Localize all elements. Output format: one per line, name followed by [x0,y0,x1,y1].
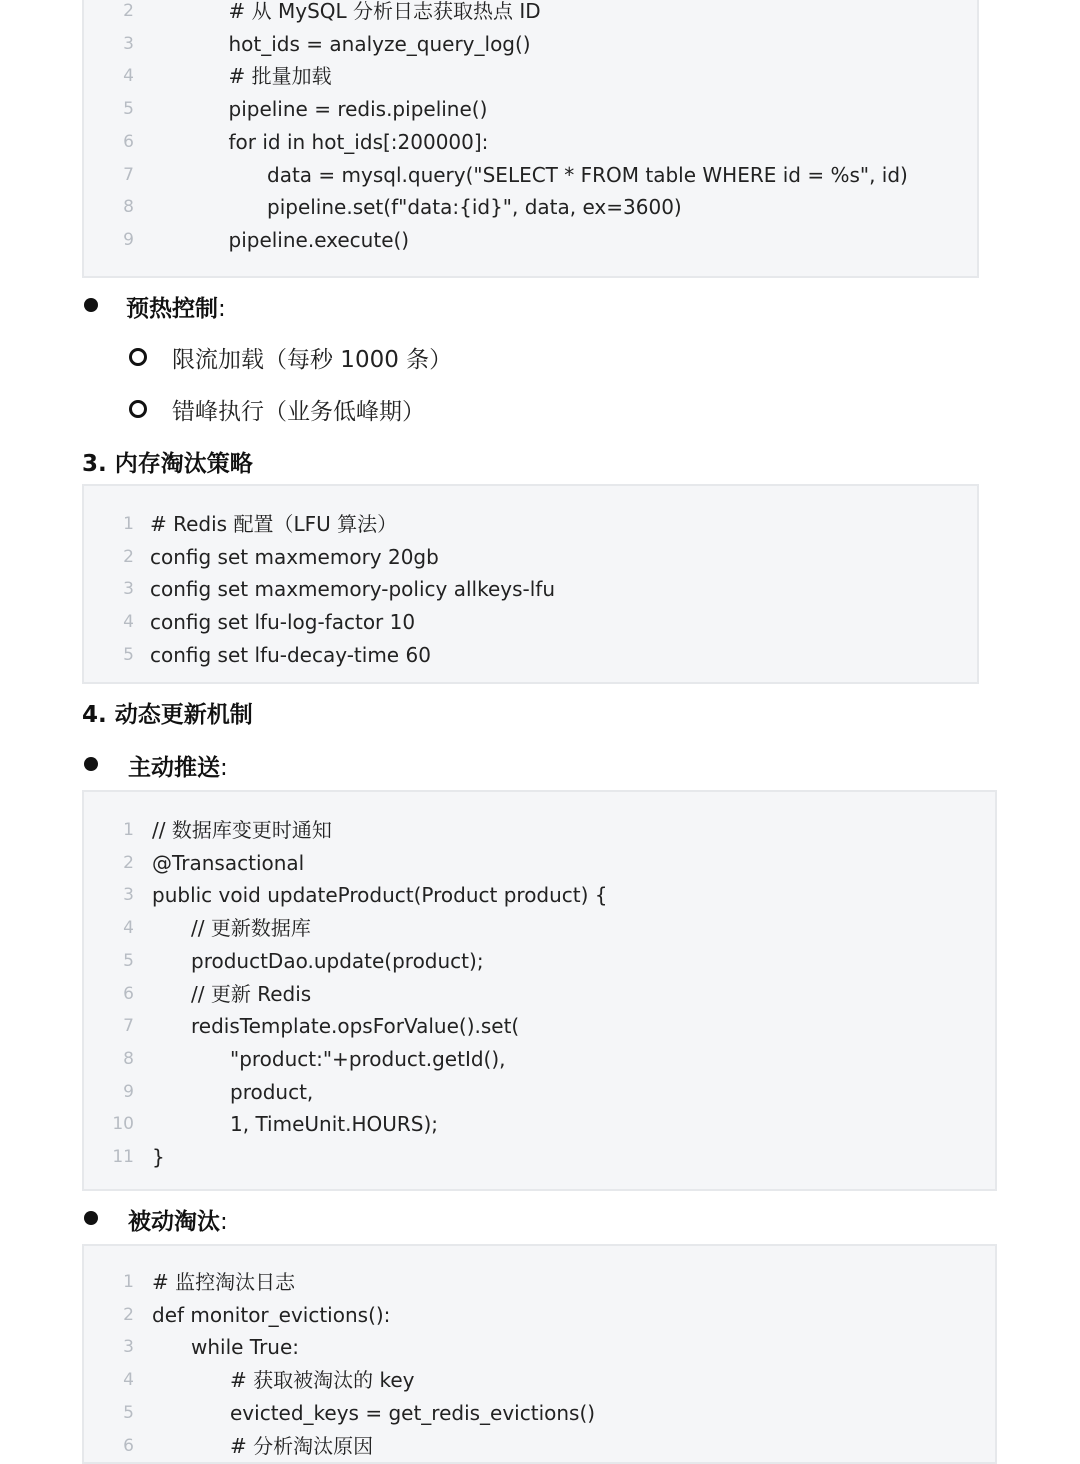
code-line [84,639,977,672]
code-line [84,1364,995,1397]
code-text: config set lfu-log-factor 10 [150,610,416,635]
active-push-heading: 主动推送: [128,755,228,781]
code-line [84,28,977,61]
code-text: product, [230,1079,314,1104]
line-number: 6 [123,131,134,152]
ring-bullet-icon [129,400,147,418]
line-number: 7 [123,164,134,185]
code-line [84,606,977,639]
passive-eviction-heading: 被动淘汰: [128,1209,228,1235]
line-number: 3 [123,885,134,906]
code-text: config set maxmemory-policy allkeys-lfu [150,577,556,602]
code-text: # Redis 配置（LFU 算法） [150,512,398,536]
code-line [84,573,977,606]
code-text: # 批量加载 [228,64,332,89]
code-text: pipeline.set(f"data:{id}", data, ex=3600) [267,195,682,220]
line-number: 11 [112,1147,134,1167]
code-line [84,1141,995,1174]
code-line [84,1076,995,1109]
code-block-redis-config [82,484,979,684]
line-number: 2 [123,1304,134,1325]
code-text: while True: [191,1335,300,1360]
bullet-icon [84,298,98,312]
line-number: 4 [123,918,134,939]
line-number: 7 [123,1016,134,1037]
code-text: @Transactional [152,850,305,875]
code-line [84,126,977,159]
code-text: public void updateProduct(Product product) { [152,883,608,908]
code-line [84,814,995,847]
preheat-control-heading: 预热控制: [126,296,226,322]
line-number: 3 [123,579,134,600]
line-number: 5 [123,1402,134,1423]
code-line [84,541,977,574]
line-number: 4 [123,66,134,87]
code-text: "product:"+product.getId(), [230,1046,506,1071]
code-text: # 从 MySQL 分析日志获取热点 ID [228,0,541,23]
code-line [84,1299,995,1332]
code-line [84,847,995,880]
code-text: pipeline = redis.pipeline() [228,97,488,122]
code-line [84,159,977,192]
bullet-icon [84,1211,98,1225]
line-number: 2 [123,546,134,567]
bullet-icon [84,757,98,771]
code-line [84,1266,995,1299]
code-line [84,508,977,541]
code-text: config set lfu-decay-time 60 [150,642,431,667]
code-text: // 更新 Redis [191,981,312,1006]
code-line [84,60,977,93]
section-heading-dynamic-update: 4. 动态更新机制 [82,702,253,728]
line-number: 5 [123,99,134,120]
code-text: evicted_keys = get_redis_evictions() [230,1400,596,1425]
preheat-item-off-peak: 错峰执行（业务低峰期） [172,399,425,425]
line-number: 6 [123,983,134,1004]
line-number: 5 [123,950,134,971]
code-block-hot-preload [82,0,979,278]
code-text: } [152,1145,165,1169]
code-text: for id in hot_ids[:200000]: [228,129,489,154]
code-text: // 数据库变更时通知 [152,818,332,842]
code-text: def monitor_evictions(): [152,1302,391,1327]
code-line [84,978,995,1011]
code-line [84,1010,995,1043]
line-number: 2 [123,852,134,873]
code-text: // 更新数据库 [191,916,311,941]
code-text: hot_ids = analyze_query_log() [228,31,531,56]
code-line [84,912,995,945]
line-number: 1 [123,820,134,840]
code-line [84,191,977,224]
line-number: 3 [123,33,134,54]
code-text: 1, TimeUnit.HOURS); [230,1112,439,1137]
line-number: 8 [123,1048,134,1069]
code-text: config set maxmemory 20gb [150,544,439,569]
code-line [84,1043,995,1076]
code-line [84,945,995,978]
line-number: 1 [123,514,134,534]
code-text: pipeline.execute() [228,227,410,252]
line-number: 2 [123,1,134,21]
line-number: 4 [123,612,134,633]
code-line [84,224,977,257]
code-block-monitor-evictions [82,1244,997,1464]
line-number: 8 [123,197,134,218]
ring-bullet-icon [129,348,147,366]
code-line [84,0,977,28]
code-line [84,1397,995,1430]
line-number: 6 [123,1435,134,1456]
line-number: 5 [123,644,134,665]
code-text: productDao.update(product); [191,948,484,973]
code-text: redisTemplate.opsForValue().set( [191,1014,520,1039]
line-number: 10 [112,1114,134,1135]
section-heading-memory-eviction: 3. 内存淘汰策略 [82,451,253,477]
line-number: 3 [123,1337,134,1358]
code-line [84,1108,995,1141]
code-line [84,93,977,126]
code-line [84,879,995,912]
code-line [84,1430,995,1463]
code-text: # 监控淘汰日志 [152,1270,296,1294]
code-text: # 获取被淘汰的 key [230,1368,415,1393]
line-number: 9 [123,229,134,250]
code-line [84,1331,995,1364]
code-text: data = mysql.query("SELECT * FROM table WHERE id = %s", id) [267,162,908,187]
code-text: # 分析淘汰原因 [230,1433,374,1458]
line-number: 1 [123,1272,134,1292]
line-number: 9 [123,1081,134,1102]
line-number: 4 [123,1370,134,1391]
preheat-item-rate-limit: 限流加载（每秒 1000 条） [172,347,453,373]
code-block-update-product [82,790,997,1191]
